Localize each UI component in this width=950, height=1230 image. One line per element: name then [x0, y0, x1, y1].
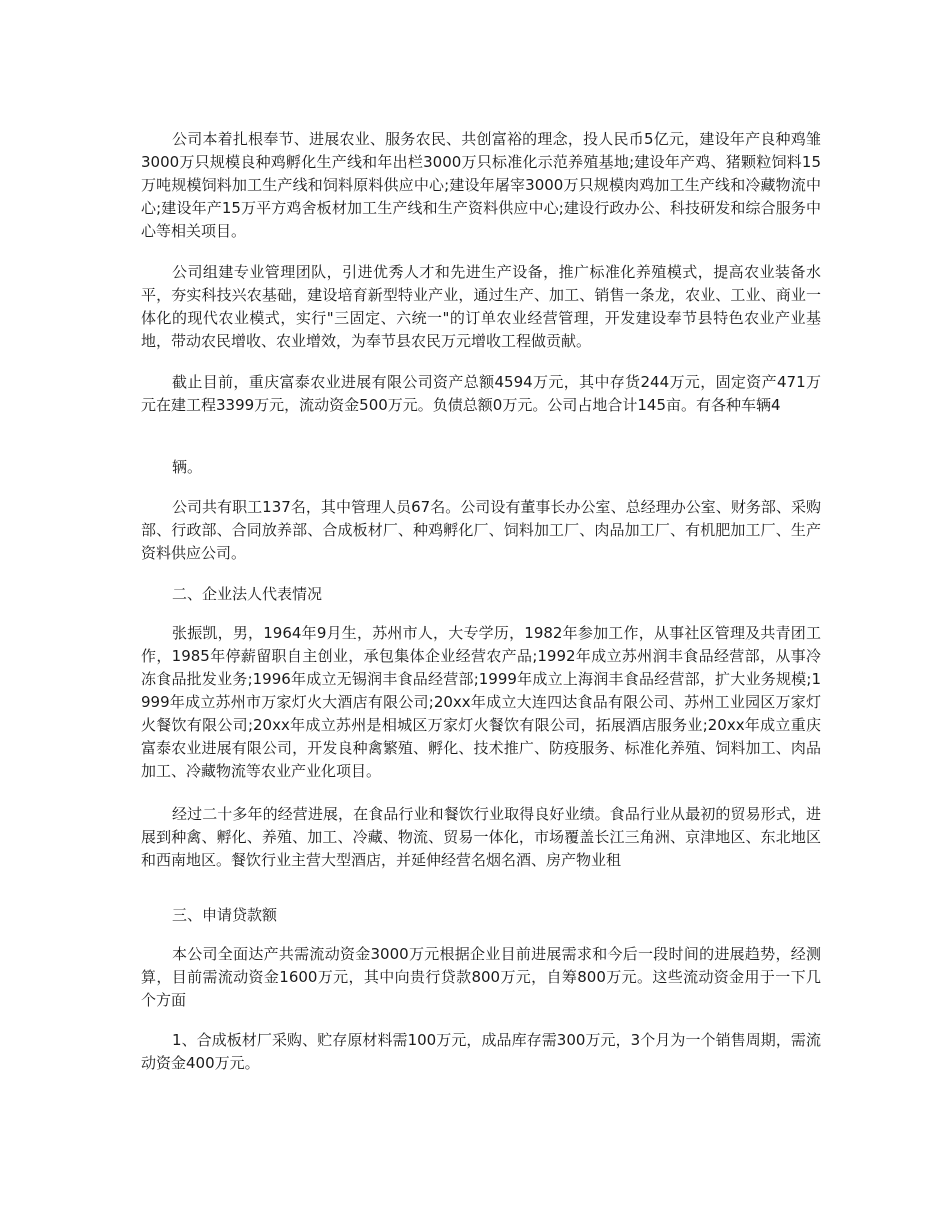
section-heading-legal-representative: 二、企业法人代表情况	[172, 585, 323, 603]
paragraph-assets: 截止目前，重庆富泰农业进展有限公司资产总额4594万元，其中存货244万元，固定资产471万元在建工程3399万元，流动资金500万元。负债总额0万元。公司占地合计145亩。有各种车辆4	[141, 373, 821, 414]
section-heading-loan-amount: 三、申请贷款额	[172, 906, 278, 924]
paragraph-management-team: 公司组建专业管理团队，引进优秀人才和先进生产设备，推广标准化养殖模式，提高农业装备水平，夯实科技兴农基础，建设培育新型特业产业，通过生产、加工、销售一条龙，农业、工业、商业一体化的现代农业模式，实行"三固定、六统一"的订单农业经营管理，开发建设奉节县特色农业产业基地，带动农民增收、农业增效，为奉节县农民万元增收工程做贡献。	[141, 263, 821, 350]
paragraph-representative-bio: 张振凯，男，1964年9月生，苏州市人，大专学历，1982年参加工作，从事社区管理及共青团工作，1985年停薪留职自主创业，承包集体企业经营农产品;1992年成立苏州润丰食品经营部，从事冷冻食品批发业务;1996年成立无锡润丰食品经营部;1999年成立上海润丰食品经营部，扩大业务规模;1999年成立苏州市万家灯火大酒店有限公司;20xx年成立大连四达食品有限公司、苏州工业园区万家灯火餐饮有限公司;20xx年成立苏州是相城区万家灯火餐饮有限公司，拓展酒店服务业;20xx年成立重庆富泰农业进展有限公司，开发良种禽繁殖、孵化、技术推广、防疫服务、标准化养殖、饲料加工、肉品加工、冷藏物流等农业产业化项目。	[141, 624, 821, 780]
paragraph-staff: 公司共有职工137名，其中管理人员67名。公司设有董事长办公室、总经理办公室、财务部、采购部、行政部、合同放养部、合成板材厂、种鸡孵化厂、饲料加工厂、肉品加工厂、有机肥加工厂、生产资料供应公司。	[141, 498, 821, 562]
paragraph-vehicles-continued: 辆。	[172, 458, 203, 476]
paragraph-business-history: 经过二十多年的经营进展，在食品行业和餐饮行业取得良好业绩。食品行业从最初的贸易形式，进展到种禽、孵化、养殖、加工、冷藏、物流、贸易一体化，市场覆盖长江三角洲、京津地区、东北地区和西南地区。餐饮行业主营大型酒店，并延伸经营名烟名酒、房产物业租	[141, 805, 821, 869]
paragraph-loan-need: 本公司全面达产共需流动资金3000万元根据企业目前进展需求和今后一段时间的进展趋势，经测算，目前需流动资金1600万元，其中向贵行贷款800万元，自筹800万元。这些流动资金用于一下几个方面	[141, 945, 821, 1009]
paragraph-item-1: 1、合成板材厂采购、贮存原材料需100万元，成品库存需300万元，3个月为一个销售周期，需流动资金400万元。	[141, 1031, 821, 1072]
paragraph-company-investment: 公司本着扎根奉节、进展农业、服务农民、共创富裕的理念，投人民币5亿元，建设年产良种鸡雏3000万只规模良种鸡孵化生产线和年出栏3000万只标准化示范养殖基地;建设年产鸡、猪颗粒饲料15万吨规模饲料加工生产线和饲料原料供应中心;建设年屠宰3000万只规模肉鸡加工生产线和冷藏物流中心;建设年产15万平方鸡舍板材加工生产线和生产资料供应中心;建设行政办公、科技研发和综合服务中心等相关项目。	[141, 130, 821, 240]
